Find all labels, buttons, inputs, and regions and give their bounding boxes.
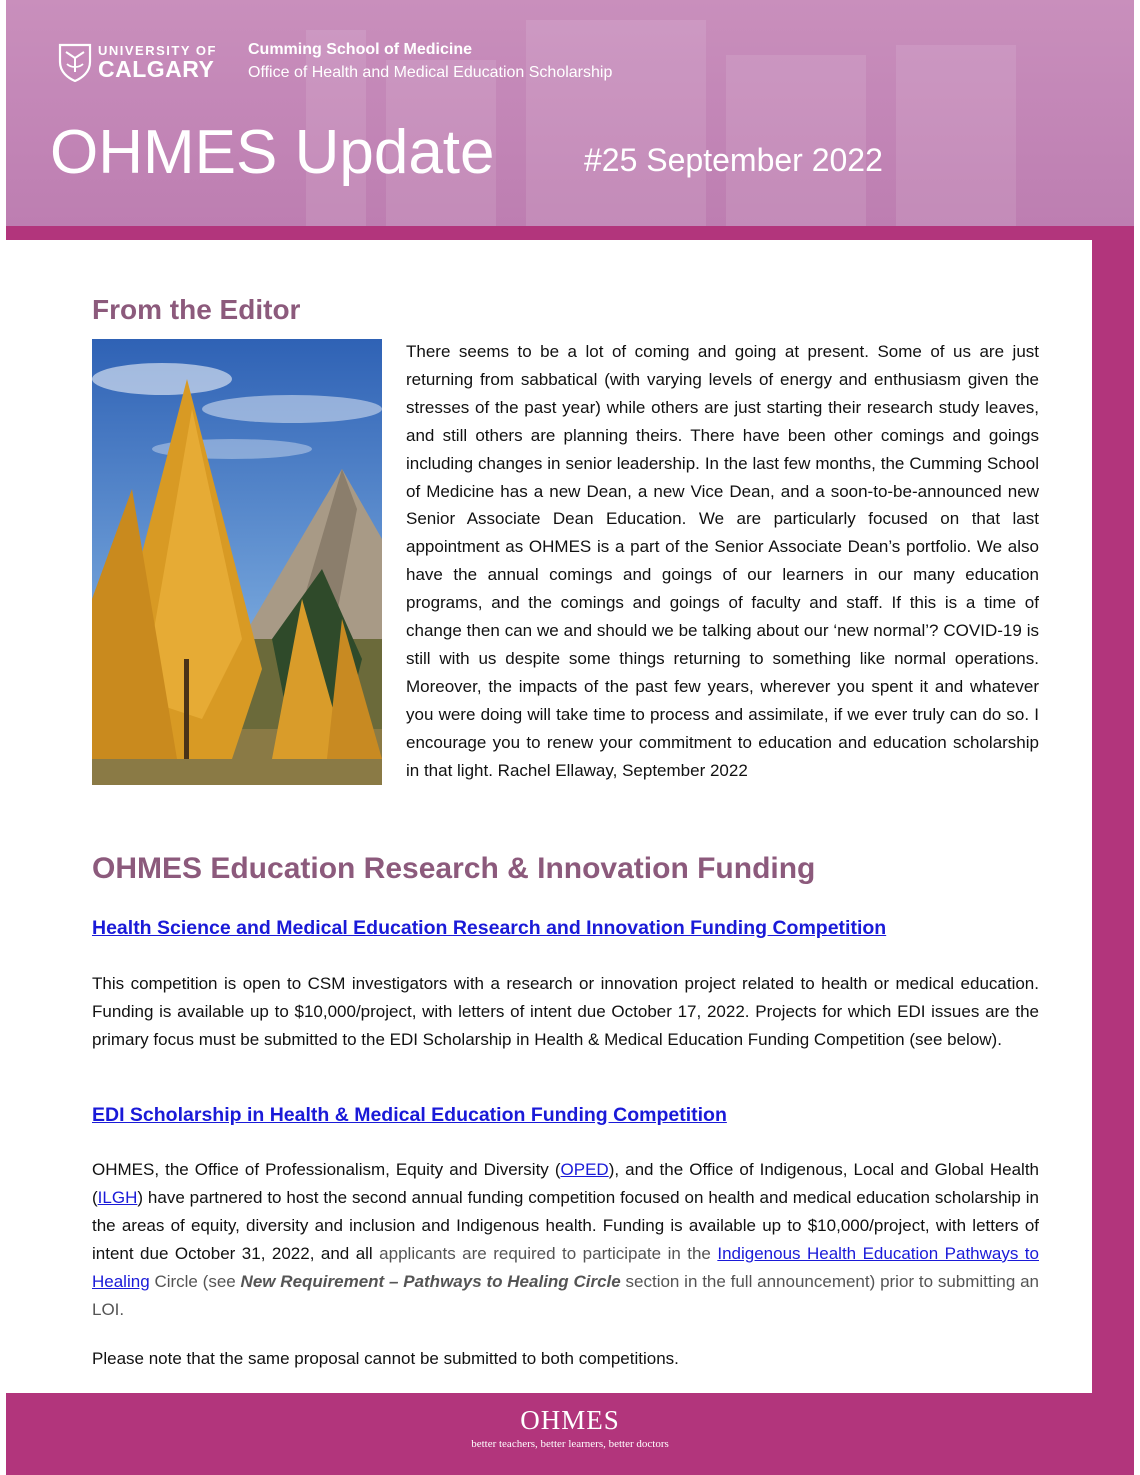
ilgh-link[interactable]: ILGH bbox=[97, 1187, 138, 1207]
competition2-text-1: OHMES, the Office of Professionalism, Equity and Diversity ( bbox=[92, 1160, 561, 1179]
footer-ohmes-name: OHMES bbox=[520, 1405, 620, 1435]
newsletter-title: OHMES Update bbox=[50, 118, 495, 187]
editor-body: There seems to be a lot of coming and going at present. Some of us are just returning from sabbatical (with varying levels of energy and enthusiasm given the stresses of the past year) while others are just starting their research study leaves, and still others are planning theirs. There have been other comings and goings including changes in senior leadership. In the last few months, the Cumming School of Medicine has a new Dean, a new Vice Dean, and a soon-to-be-announced new Senior Associate Dean Education. We are particularly focused on that last appointment as OHMES is a part of the Senior Associate Dean’s portfolio. We also have the annual comings and goings of our learners in our many education programs, and the comings and goings of faculty and staff. If this is a time of change then can we and should we be talking about our ‘new normal’? COVID-19 is still with us despite some things returning to something like normal operations. Moreover, the impacts of the past few years, wherever you spent it and whatever you were doing will take time to process and assimilate, if we ever truly can do so. I encourage you to renew your commitment to education and education scholarship in that light. Rachel Ellaway, September 2022 bbox=[406, 342, 1039, 780]
footer-bar bbox=[6, 1393, 1134, 1475]
new-requirement-emphasis: New Requirement – Pathways to Healing Circle bbox=[240, 1271, 621, 1291]
university-logo bbox=[58, 42, 217, 82]
university-crest-icon bbox=[58, 42, 92, 82]
issue-number: #25 September 2022 bbox=[584, 142, 883, 178]
frame-top-bar bbox=[6, 226, 1134, 240]
competition2-text-4: applicants are required to participate in the bbox=[379, 1243, 718, 1263]
competition2-text-5: Circle (see bbox=[149, 1271, 241, 1291]
larch-trees-photo-icon bbox=[92, 339, 382, 785]
competition-note: Please note that the same proposal cannot be submitted to both competitions. bbox=[92, 1349, 679, 1368]
competition2-text-2: ), and the Office of Indigenous, Local and Global Health ( bbox=[92, 1160, 1039, 1207]
footer-tagline: better teachers, better learners, better doctors bbox=[471, 1438, 669, 1450]
funding-heading: OHMES Education Research & Innovation Funding bbox=[92, 852, 816, 885]
office-name: Office of Health and Medical Education Scholarship bbox=[248, 64, 613, 81]
competition2-body bbox=[92, 1156, 1039, 1323]
header-banner bbox=[6, 0, 1134, 226]
newsletter-page bbox=[6, 0, 1134, 1475]
logo-line1: UNIVERSITY OF bbox=[98, 43, 217, 58]
competition2-text-6: section in the full announcement) prior to submitting an LOI. bbox=[92, 1271, 1040, 1319]
competition2-link[interactable]: EDI Scholarship in Health & Medical Education Funding Competition bbox=[92, 1104, 727, 1126]
editor-heading: From the Editor bbox=[92, 294, 301, 325]
frame-right-bar bbox=[1092, 226, 1134, 1396]
school-name: Cumming School of Medicine bbox=[248, 41, 473, 58]
pathways-link[interactable]: Indigenous Health Education Pathways to Healing bbox=[92, 1243, 1039, 1291]
competition1-body: This competition is open to CSM investigators with a research or innovation project related to health or medical education. Funding is available up to $10,000/project, with letters of intent due October 17, 2022. Projects for which EDI issues are the primary focus must be submitted to the EDI Scholarship in Health & Medical Education Funding Competition (see below). bbox=[92, 974, 1039, 1049]
competition1-link[interactable]: Health Science and Medical Education Research and Innovation Funding Competition bbox=[92, 917, 887, 939]
logo-line2: CALGARY bbox=[98, 56, 215, 82]
oped-link[interactable]: OPED bbox=[560, 1160, 609, 1179]
competition2-text-3: ) have partnered to host the second annual funding competition focused on health and medical education scholarship in the areas of equity, diversity and inclusion and Indigenous health. Funding is available up to $10,000/project, with letters of intent due October 31, 2022, and all bbox=[92, 1187, 1039, 1263]
school-name-block bbox=[248, 38, 612, 84]
autumn-larch-photo bbox=[92, 339, 382, 785]
